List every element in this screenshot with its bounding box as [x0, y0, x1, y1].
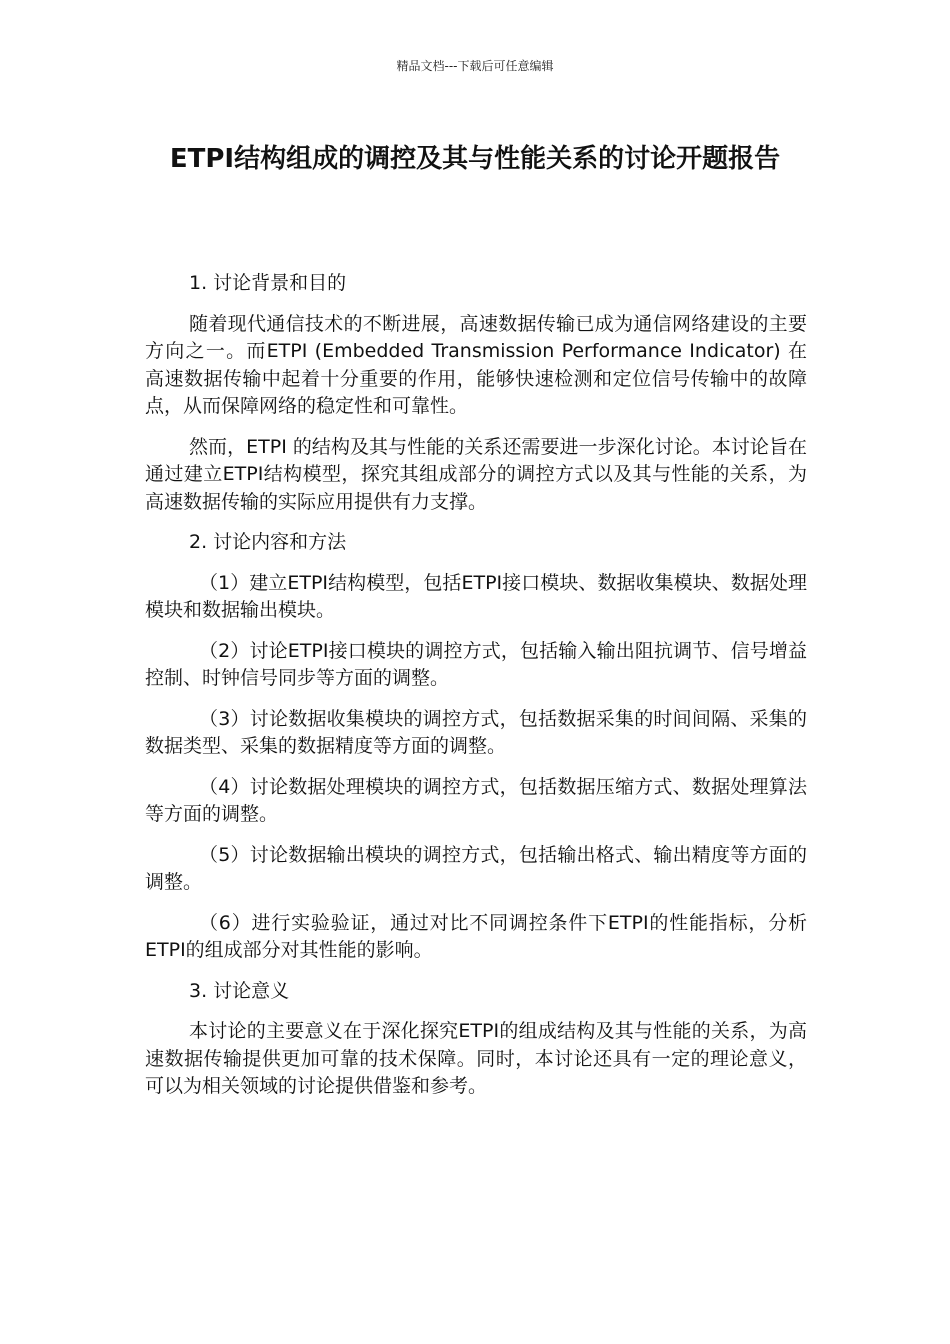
header-note: 精品文档---下载后可任意编辑	[396, 59, 554, 73]
section-heading-significance: 3. 讨论意义	[189, 979, 290, 1002]
list-item: （3）讨论数据收集模块的调控方式，包括数据采集的时间间隔、采集的数据类型、采集的数据精度等方面的调整。	[145, 707, 807, 757]
section-heading-content-methods: 2. 讨论内容和方法	[189, 531, 347, 553]
list-item: （5）讨论数据输出模块的调控方式，包括输出格式、输出精度等方面的调整。	[145, 843, 807, 893]
list-item: （6）进行实验验证，通过对比不同调控条件下ETPI的性能指标，分析ETPI的组成部分对其性能的影响。	[145, 911, 807, 961]
paragraph: 本讨论的主要意义在于深化探究ETPI的组成结构及其与性能的关系，为高速数据传输提供更加可靠的技术保障。同时，本讨论还具有一定的理论意义，可以为相关领域的讨论提供借鉴和参考。	[145, 1020, 807, 1097]
document-title: ETPI结构组成的调控及其与性能关系的讨论开题报告	[169, 144, 781, 174]
list-item: （1）建立ETPI结构模型，包括ETPI接口模块、数据收集模块、数据处理模块和数据输出模块。	[145, 571, 807, 621]
section-heading-background: 1. 讨论背景和目的	[189, 272, 347, 294]
list-item: （4）讨论数据处理模块的调控方式，包括数据压缩方式、数据处理算法等方面的调整。	[145, 775, 807, 825]
paragraph: 然而，ETPI 的结构及其与性能的关系还需要进一步深化讨论。本讨论旨在通过建立ETPI结构模型，探究其组成部分的调控方式以及其与性能的关系，为高速数据传输的实际应用提供有力支撑。	[145, 435, 807, 513]
paragraph: 随着现代通信技术的不断进展，高速数据传输已成为通信网络建设的主要方向之一。而ETPI (Embedded Transmission Performance Indicator) 在高速数据传输中起着十分重要的作用，能够快速检测和定位信号传输中的故障点，从而保障网络的稳定性和可靠性。	[145, 312, 807, 417]
document-body	[145, 270, 807, 1114]
list-item: （2）讨论ETPI接口模块的调控方式，包括输入输出阻抗调节、信号增益控制、时钟信号同步等方面的调整。	[145, 639, 807, 689]
